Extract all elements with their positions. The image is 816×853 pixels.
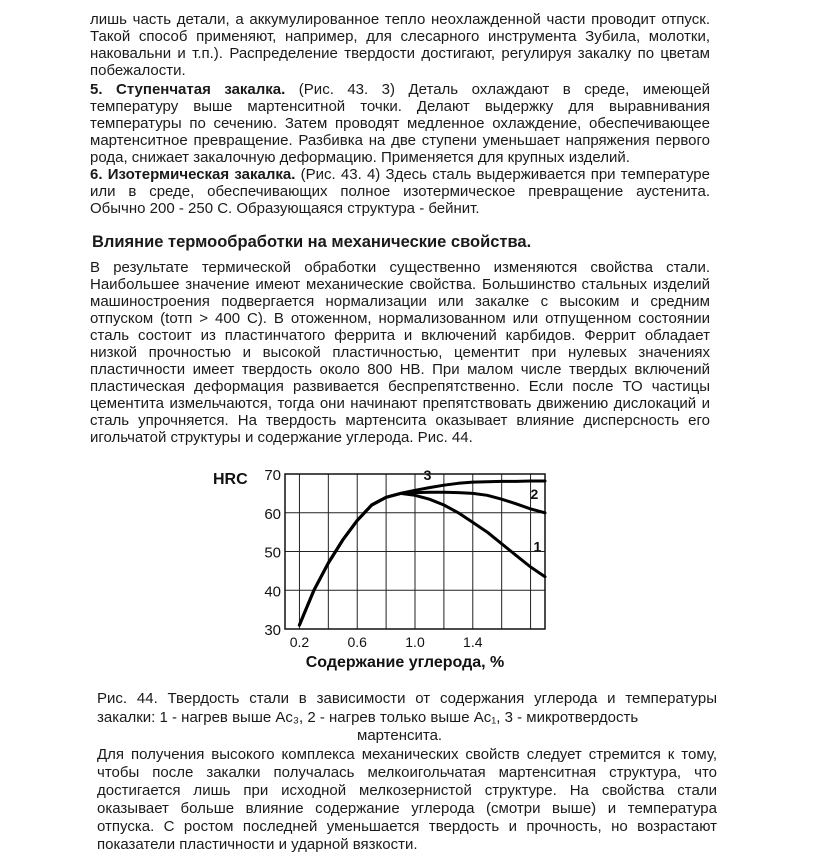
figure-caption-line: мартенсита. (357, 727, 443, 744)
text-line: температуры по сечению. Затем проводят медленное охлаждение, обеспечивающее (90, 115, 710, 132)
hardness-chart (205, 462, 565, 672)
text-line: низкой прочностью и высокой пластичностью, цементит при нулевых значениях (90, 344, 710, 361)
text-line: лишь часть детали, а аккумулированное тепло неохлажденной части проводит отпуск. (90, 11, 710, 28)
text-line: или в среде, обеспечивающих полное изотермическое превращение аустенита. (90, 183, 710, 200)
x-tick-label: 0.6 (347, 634, 367, 650)
text-line: пластичности имеет твердость около 800 НВ. При малом числе твердых включений (90, 361, 710, 378)
y-tick-label: 40 (264, 583, 281, 601)
series-label-2: 2 (530, 486, 539, 503)
series-label-1: 1 (533, 538, 542, 555)
text-line: Такой способ применяют, например, для слесарного инструмента Зубила, молотки, (90, 28, 710, 45)
text-line: оказывает больше влияние содержание углерода (смотри выше) и температура (97, 800, 717, 817)
text-line: чтобы после закалки получалась мелкоигольчатая мартенситная структура, что (97, 764, 717, 781)
text-line: мартенситное превращение. Разбивка на две ступени уменьшает напряжения первого (90, 132, 710, 149)
figure-caption-line: закалки: 1 - нагрев выше Ac₃, 2 - нагрев только выше Ac₁, 3 - микротвердость (97, 709, 639, 726)
y-tick-label: 70 (264, 467, 281, 484)
text-line: побежалости. (90, 62, 186, 79)
y-axis-label: HRC (213, 471, 248, 488)
text-line: отпуска. С ростом последней уменьшается твердость и прочность, но возрастают (97, 818, 717, 835)
text-line: пластическая деформация развивается беспрепятственно. Если после ТО частицы (90, 378, 710, 395)
y-tick-label: 30 (264, 622, 281, 639)
text-line: достигается лишь при исходной мелкозернистой структуре. На свойства стали (97, 782, 717, 799)
y-tick-label: 60 (264, 505, 281, 523)
text-line: наковальни и т.п.). Распределение твердости достигают, регулируя закалку по цветам (90, 45, 710, 62)
x-tick-label: 0.2 (289, 634, 310, 650)
series-line-2 (299, 492, 545, 625)
text-span: (Рис. 43. 4) Здесь сталь выдерживается при температуре (295, 166, 710, 183)
text-line (90, 81, 710, 98)
series-label-3: 3 (423, 466, 432, 483)
x-tick-label: 1.0 (405, 634, 425, 650)
section-label: 5. Ступенчатая закалка. (90, 81, 286, 98)
text-line: Обычно 200 - 250 С. Образующаяся структура - бейнит. (90, 200, 480, 217)
y-tick-label: 50 (264, 544, 281, 562)
text-line: В результате термической обработки существенно изменяются свойства стали. (90, 259, 710, 276)
text-line: сталь состоит из пластинчатого феррита и включений карбидов. Феррит обладает (90, 327, 710, 344)
text-line: отпуском (tотп > 400 С). В отоженном, нормализованном или отпущенном состоянии (90, 310, 710, 327)
text-line: игольчатой структуры и содержание углерода. Рис. 44. (90, 429, 473, 446)
text-line: цементита измельчаются, тогда они начинают препятствовать движению дислокаций и (90, 395, 710, 412)
figure-caption-line: Рис. 44. Твердость стали в зависимости от содержания углерода и температуры (97, 690, 717, 707)
x-axis-label: Содержание углерода, % (305, 654, 505, 671)
text-line: машиностроения подвергается нормализации или закалке с высоким и средним (90, 293, 710, 310)
section-label: 6. Изотермическая закалка. (90, 166, 296, 183)
text-line (90, 166, 710, 183)
text-line: рода, снижает закалочную деформацию. Применяется для крупных изделий. (90, 149, 630, 166)
text-line: температуру выше мартенситной точки. Делают выдержку для выравнивания (90, 98, 710, 115)
text-line: Наибольшее значение имеют механические свойства. Большинство стальных изделий (90, 276, 710, 293)
section-heading: Влияние термообработки на механические свойства. (92, 233, 532, 251)
text-line: показатели пластичности и ударной вязкости. (97, 836, 418, 853)
text-line: Для получения высокого комплекса механических свойств следует стремится к тому, (97, 746, 717, 763)
text-line: сталь упрочняется. На твердость мартенсита оказывает влияние дисперсность его (90, 412, 710, 429)
x-tick-label: 1.4 (463, 634, 483, 650)
text-span: (Рис. 43. 3) Деталь охлаждают в среде, имеющей (285, 81, 710, 98)
